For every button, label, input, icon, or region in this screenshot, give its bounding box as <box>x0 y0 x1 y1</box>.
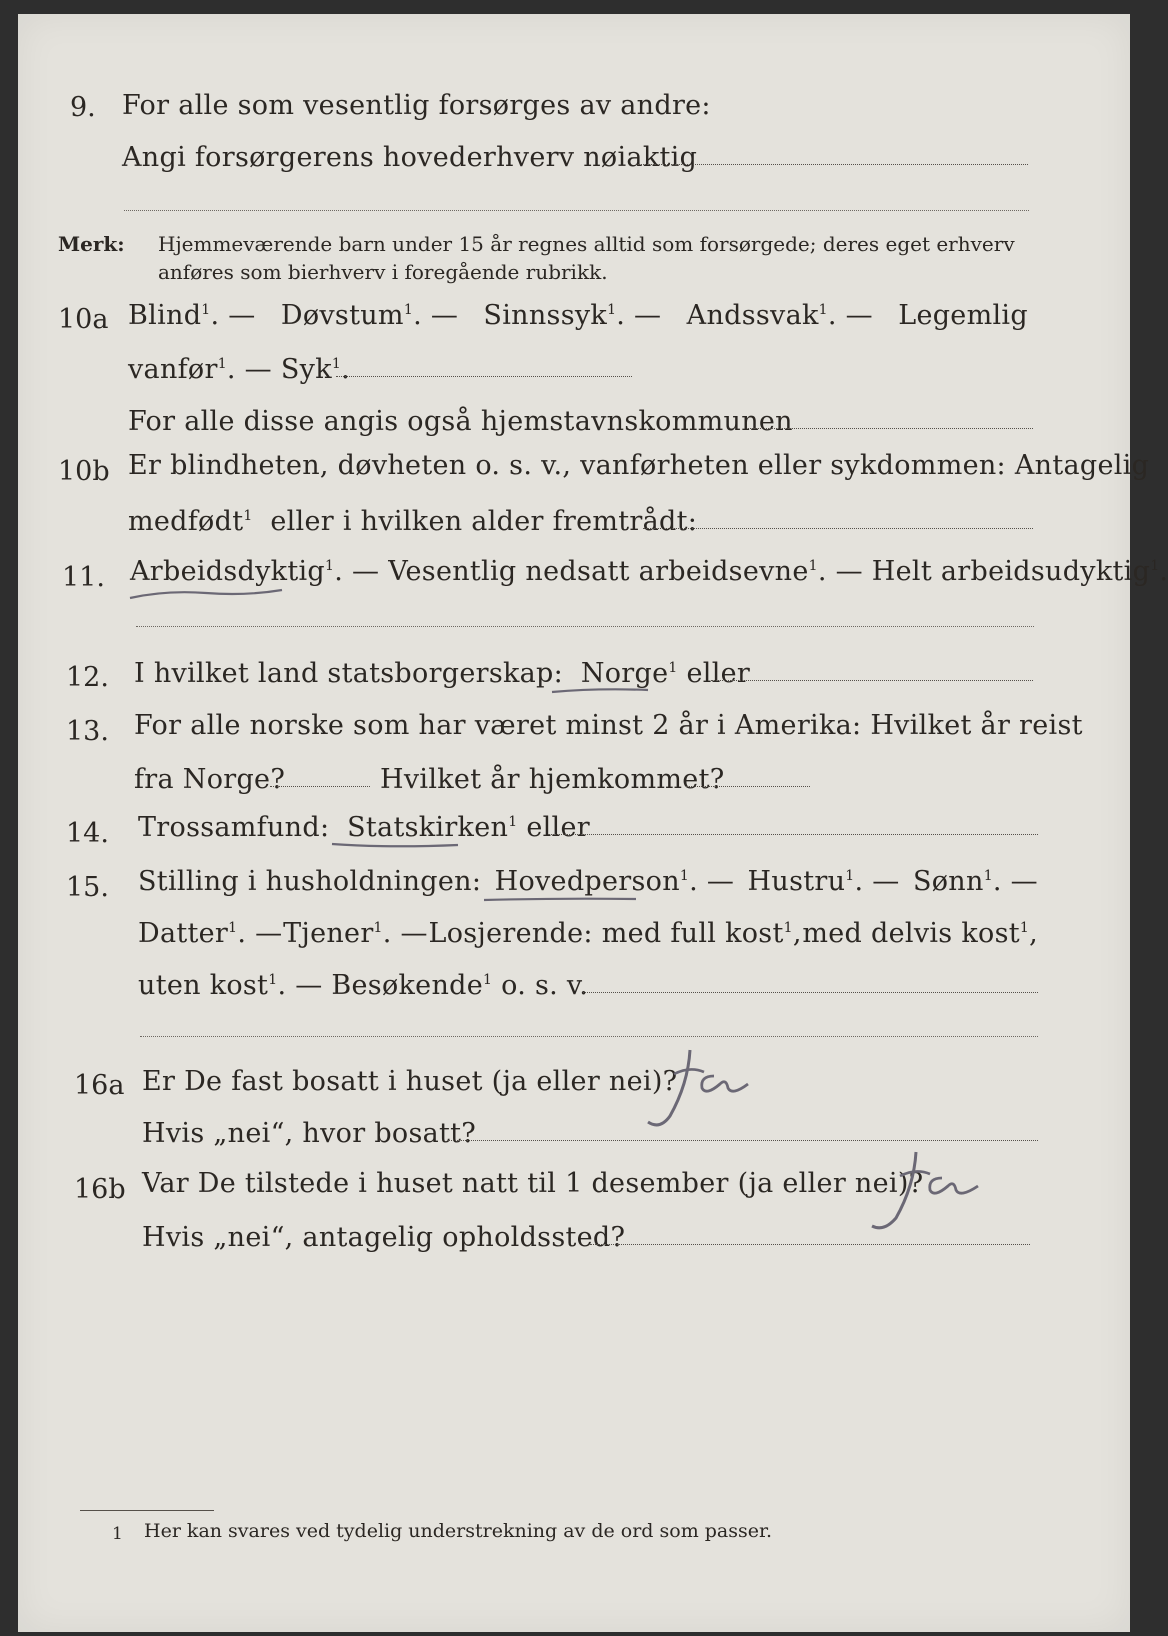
q10b-line1: Er blindheten, døvheten o. s. v., vanførheten eller sykdommen: Antagelig <box>128 450 1150 481</box>
option-dovstum[interactable]: Døvstum <box>280 300 404 331</box>
option-sonn[interactable]: Sønn <box>912 866 984 897</box>
q14-answer-line[interactable] <box>548 834 1038 835</box>
q16b-number: 16b <box>74 1174 126 1205</box>
q13-w1: fra Norge? <box>134 764 286 795</box>
q14-question: Trossamfund: <box>138 812 330 843</box>
q10b-number: 10b <box>58 456 110 487</box>
option-udyktig[interactable]: Helt arbeidsudyktig <box>871 556 1151 587</box>
q15-answer-line[interactable] <box>583 992 1038 993</box>
footnote-rule <box>80 1510 214 1511</box>
underline-statskirken <box>328 838 462 854</box>
option-uten-kost[interactable]: uten kost <box>138 970 269 1001</box>
q11-number: 11. <box>62 562 105 593</box>
option-vanfor[interactable]: vanfør <box>128 354 218 385</box>
q10a-line2: vanfør$^1$. — Syk$^1$. <box>128 354 350 385</box>
merk-label: Merk: <box>58 232 125 256</box>
q9-line1: For alle som vesentlig forsørges av andre: <box>122 90 711 121</box>
q9-answer-line[interactable] <box>638 164 1028 165</box>
merk-line1: Hjemmeværende barn under 15 år regnes alltid som forsørgede; deres eget erhverv <box>158 232 1015 256</box>
q13-hjemkommet-line[interactable] <box>686 786 810 787</box>
q16a-line2: Hvis „nei“, hvor bosatt? <box>142 1118 477 1149</box>
q13-reist-line[interactable] <box>270 786 370 787</box>
q10b-question: eller i hvilken alder fremtrådt: <box>270 506 698 537</box>
q15-question: Stilling i husholdningen: <box>138 866 482 897</box>
q16a-line1: Er De fast bosatt i huset (ja eller nei)? <box>142 1066 678 1097</box>
q13-number: 13. <box>66 716 109 747</box>
option-besokende[interactable]: Besøkende <box>331 970 484 1001</box>
q16b-line1: Var De tilstede i huset natt til 1 desember (ja eller nei)? <box>142 1168 924 1199</box>
footnote-text: Her kan svares ved tydelig understrekning av de ord som passer. <box>144 1520 773 1542</box>
option-delvis-kost[interactable]: med delvis kost <box>802 918 1020 949</box>
option-nedsatt[interactable]: Vesentlig nedsatt arbeidsevne <box>388 556 809 587</box>
q14-eller: eller <box>526 812 590 843</box>
q12-line: I hvilket land statsborgerskap: Norge$^1$ eller <box>134 658 751 689</box>
q15-line3: uten kost$^1$. — Besøkende$^1$ o. s. v. <box>138 970 589 1001</box>
option-medfodt[interactable]: medfødt <box>128 506 244 537</box>
q14-number: 14. <box>66 818 109 849</box>
footnote-mark: 1 <box>112 1524 123 1544</box>
q16b-line2: Hvis „nei“, antagelig opholdssted? <box>142 1222 626 1253</box>
q10a-kommune-line[interactable] <box>748 428 1033 429</box>
option-hovedperson[interactable]: Hovedperson <box>494 866 680 897</box>
option-statskirken[interactable]: Statskirken <box>347 812 509 843</box>
q16b-opholdssted-line[interactable] <box>590 1244 1030 1245</box>
q15-line2: Datter$^1$. — Tjener$^1$. — Losjerende: med full kost$^1$, med delvis kost$^1$, <box>138 918 1038 949</box>
q15-number: 15. <box>66 872 109 903</box>
q16a-number: 16a <box>74 1070 125 1101</box>
underline-hovedperson <box>480 892 640 908</box>
q16a-bosatt-line[interactable] <box>448 1140 1038 1141</box>
option-full-kost[interactable]: Losjerende: med full kost <box>428 918 784 949</box>
census-form-page <box>18 14 1168 1632</box>
option-sinnssyk[interactable]: Sinnssyk <box>483 300 608 331</box>
q10a-syk-line[interactable] <box>336 376 632 377</box>
q10a-line1: Blind$^1$. — Døvstum$^1$. — Sinnssyk$^1$. — Andssvak$^1$. — Legemlig <box>128 300 1028 331</box>
q11-answer-line[interactable] <box>136 626 1034 627</box>
option-tjener[interactable]: Tjener <box>283 918 374 949</box>
underline-arbeidsdyktig <box>126 584 286 604</box>
underline-norge <box>548 684 652 700</box>
q9-line2: Angi forsørgerens hovederhverv nøiaktig <box>122 142 698 173</box>
option-arbeidsdyktig[interactable]: Arbeidsdyktig <box>130 556 326 587</box>
q11-line: Arbeidsdyktig$^1$. — Vesentlig nedsatt arbeidsevne$^1$. — Helt arbeidsudyktig$^1$. <box>130 556 1168 587</box>
q13-w2: Hvilket år hjemkommet? <box>380 764 725 795</box>
q10a-line3: For alle disse angis også hjemstavnskommunen <box>128 406 793 437</box>
q15-osv: o. s. v. <box>501 970 589 1001</box>
option-syk[interactable]: Syk <box>280 354 332 385</box>
q12-answer-line[interactable] <box>711 680 1033 681</box>
q13-line1: For alle norske som har været minst 2 år i Amerika: Hvilket år reist <box>134 710 1083 741</box>
q16a-answer-ja-handwritten <box>630 1044 760 1134</box>
q10b-line2: medfødt$^1$ eller i hvilken alder fremtrådt: <box>128 506 698 537</box>
q12-eller: eller <box>686 658 751 689</box>
q9-number: 9. <box>70 92 96 123</box>
option-andssvak[interactable]: Andssvak <box>686 300 819 331</box>
q16b-answer-ja-handwritten <box>854 1146 994 1236</box>
q15-line1: Stilling i husholdningen: Hovedperson$^1$. — Hustru$^1$. — Sønn$^1$. — <box>138 866 1038 897</box>
q12-number: 12. <box>66 662 109 693</box>
option-legemlig[interactable]: Legemlig <box>898 300 1028 331</box>
q12-question: I hvilket land statsborgerskap: <box>134 658 564 689</box>
option-datter[interactable]: Datter <box>138 918 229 949</box>
q15-answer-line-2[interactable] <box>140 1036 1038 1037</box>
option-blind[interactable]: Blind <box>128 300 202 331</box>
q9-answer-line-2[interactable] <box>124 210 1029 211</box>
merk-line2: anføres som bierhverv i foregående rubrikk. <box>158 260 608 284</box>
q10b-answer-line[interactable] <box>643 528 1033 529</box>
q10a-number: 10a <box>58 304 109 335</box>
option-norge[interactable]: Norge <box>580 658 669 689</box>
option-hustru[interactable]: Hustru <box>747 866 846 897</box>
q14-line: Trossamfund: Statskirken$^1$ eller <box>138 812 590 843</box>
